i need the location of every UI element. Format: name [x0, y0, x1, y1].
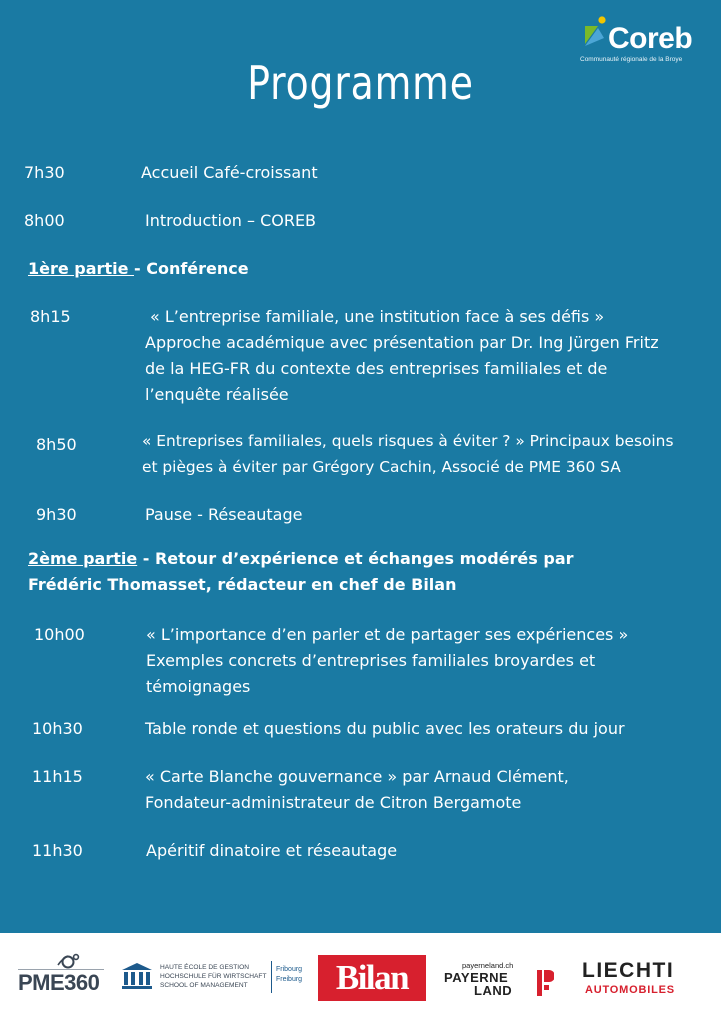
item-time: 8h50 — [36, 435, 77, 454]
section-heading-2-cont — [28, 572, 456, 598]
pme360-wordmark: PME360 — [18, 970, 100, 995]
section-text: - Conférence — [134, 259, 249, 278]
item-text: Exemples concrets d’entreprises familiales broyardes et — [146, 651, 596, 670]
section-text: Frédéric Thomasset, rédacteur en chef de Bilan — [28, 575, 457, 594]
heg-logo — [120, 959, 310, 999]
section-text: - Retour d’expérience et échanges modérés par — [137, 549, 574, 568]
item-time: 8h15 — [30, 307, 71, 326]
divider — [18, 969, 104, 970]
item-text: « L’importance d’en parler et de partager ses expériences » — [146, 625, 629, 644]
pme360-mark-icon — [54, 953, 82, 969]
item-text: Apéritif dinatoire et réseautage — [146, 841, 398, 860]
item-text: l’enquête réalisée — [145, 385, 289, 404]
liechti-subtitle: AUTOMOBILES — [585, 984, 675, 996]
page-title: Programme — [247, 56, 474, 110]
pme360-logo — [18, 953, 108, 1001]
liechti-wordmark: LIECHTI — [582, 959, 675, 982]
coreb-tagline: Communauté régionale de la Broye — [580, 56, 683, 63]
item-text: Approche académique avec présentation par Dr. Ing Jürgen Fritz — [145, 333, 659, 352]
payerneland-word1: PAYERNE — [444, 970, 509, 985]
item-text: « Entreprises familiales, quels risques à éviter ? » Principaux besoins — [142, 432, 674, 450]
item-text: « Carte Blanche gouvernance » par Arnaud Clément, — [145, 767, 569, 786]
item-time: 11h15 — [32, 767, 83, 786]
heg-name-en: SCHOOL OF MANAGEMENT — [160, 982, 248, 989]
payerneland-mark-icon — [536, 969, 554, 997]
heg-city-de: Freiburg — [276, 976, 303, 983]
payerneland-word2: LAND — [474, 983, 513, 998]
bilan-logo — [318, 955, 426, 1001]
item-time: 10h00 — [34, 625, 85, 644]
item-text: Fondateur-administrateur de Citron Bergamote — [145, 793, 522, 812]
item-text: Table ronde et questions du public avec les orateurs du jour — [145, 719, 625, 738]
section-heading-2 — [28, 546, 574, 572]
item-time: 9h30 — [36, 505, 77, 524]
coreb-wordmark: Coreb — [608, 22, 693, 55]
item-time: 11h30 — [32, 841, 83, 860]
bilan-wordmark: Bilan — [335, 958, 409, 997]
item-time: 10h30 — [32, 719, 83, 738]
heg-name-de: HOCHSCHULE FÜR WIRTSCHAFT — [160, 973, 267, 980]
item-text: Accueil Café-croissant — [141, 163, 318, 182]
section-heading-1 — [28, 256, 249, 282]
section-label: 2ème partie — [28, 549, 138, 568]
heg-city-fr: Fribourg — [276, 966, 303, 973]
heg-building-icon — [120, 961, 154, 991]
item-text: et pièges à éviter par Grégory Cachin, Associé de PME 360 SA — [142, 458, 621, 476]
payerneland-url: payerneland.ch — [462, 961, 514, 970]
item-text: Pause - Réseautage — [145, 505, 303, 524]
section-label: 1ère partie — [28, 259, 134, 278]
item-text: témoignages — [146, 677, 251, 696]
item-time: 7h30 — [24, 163, 65, 182]
item-text: de la HEG-FR du contexte des entreprises familiales et de — [145, 359, 608, 378]
sponsor-bar — [0, 933, 721, 1024]
liechti-logo — [582, 959, 692, 999]
item-text: « L’entreprise familiale, une institution face à ses défis » — [150, 307, 605, 326]
item-text: Introduction – COREB — [145, 211, 317, 230]
item-time: 8h00 — [24, 211, 65, 230]
payerneland-logo — [444, 961, 556, 1001]
heg-name-fr: HAUTE ÉCOLE DE GESTION — [160, 964, 250, 971]
divider — [271, 961, 272, 993]
